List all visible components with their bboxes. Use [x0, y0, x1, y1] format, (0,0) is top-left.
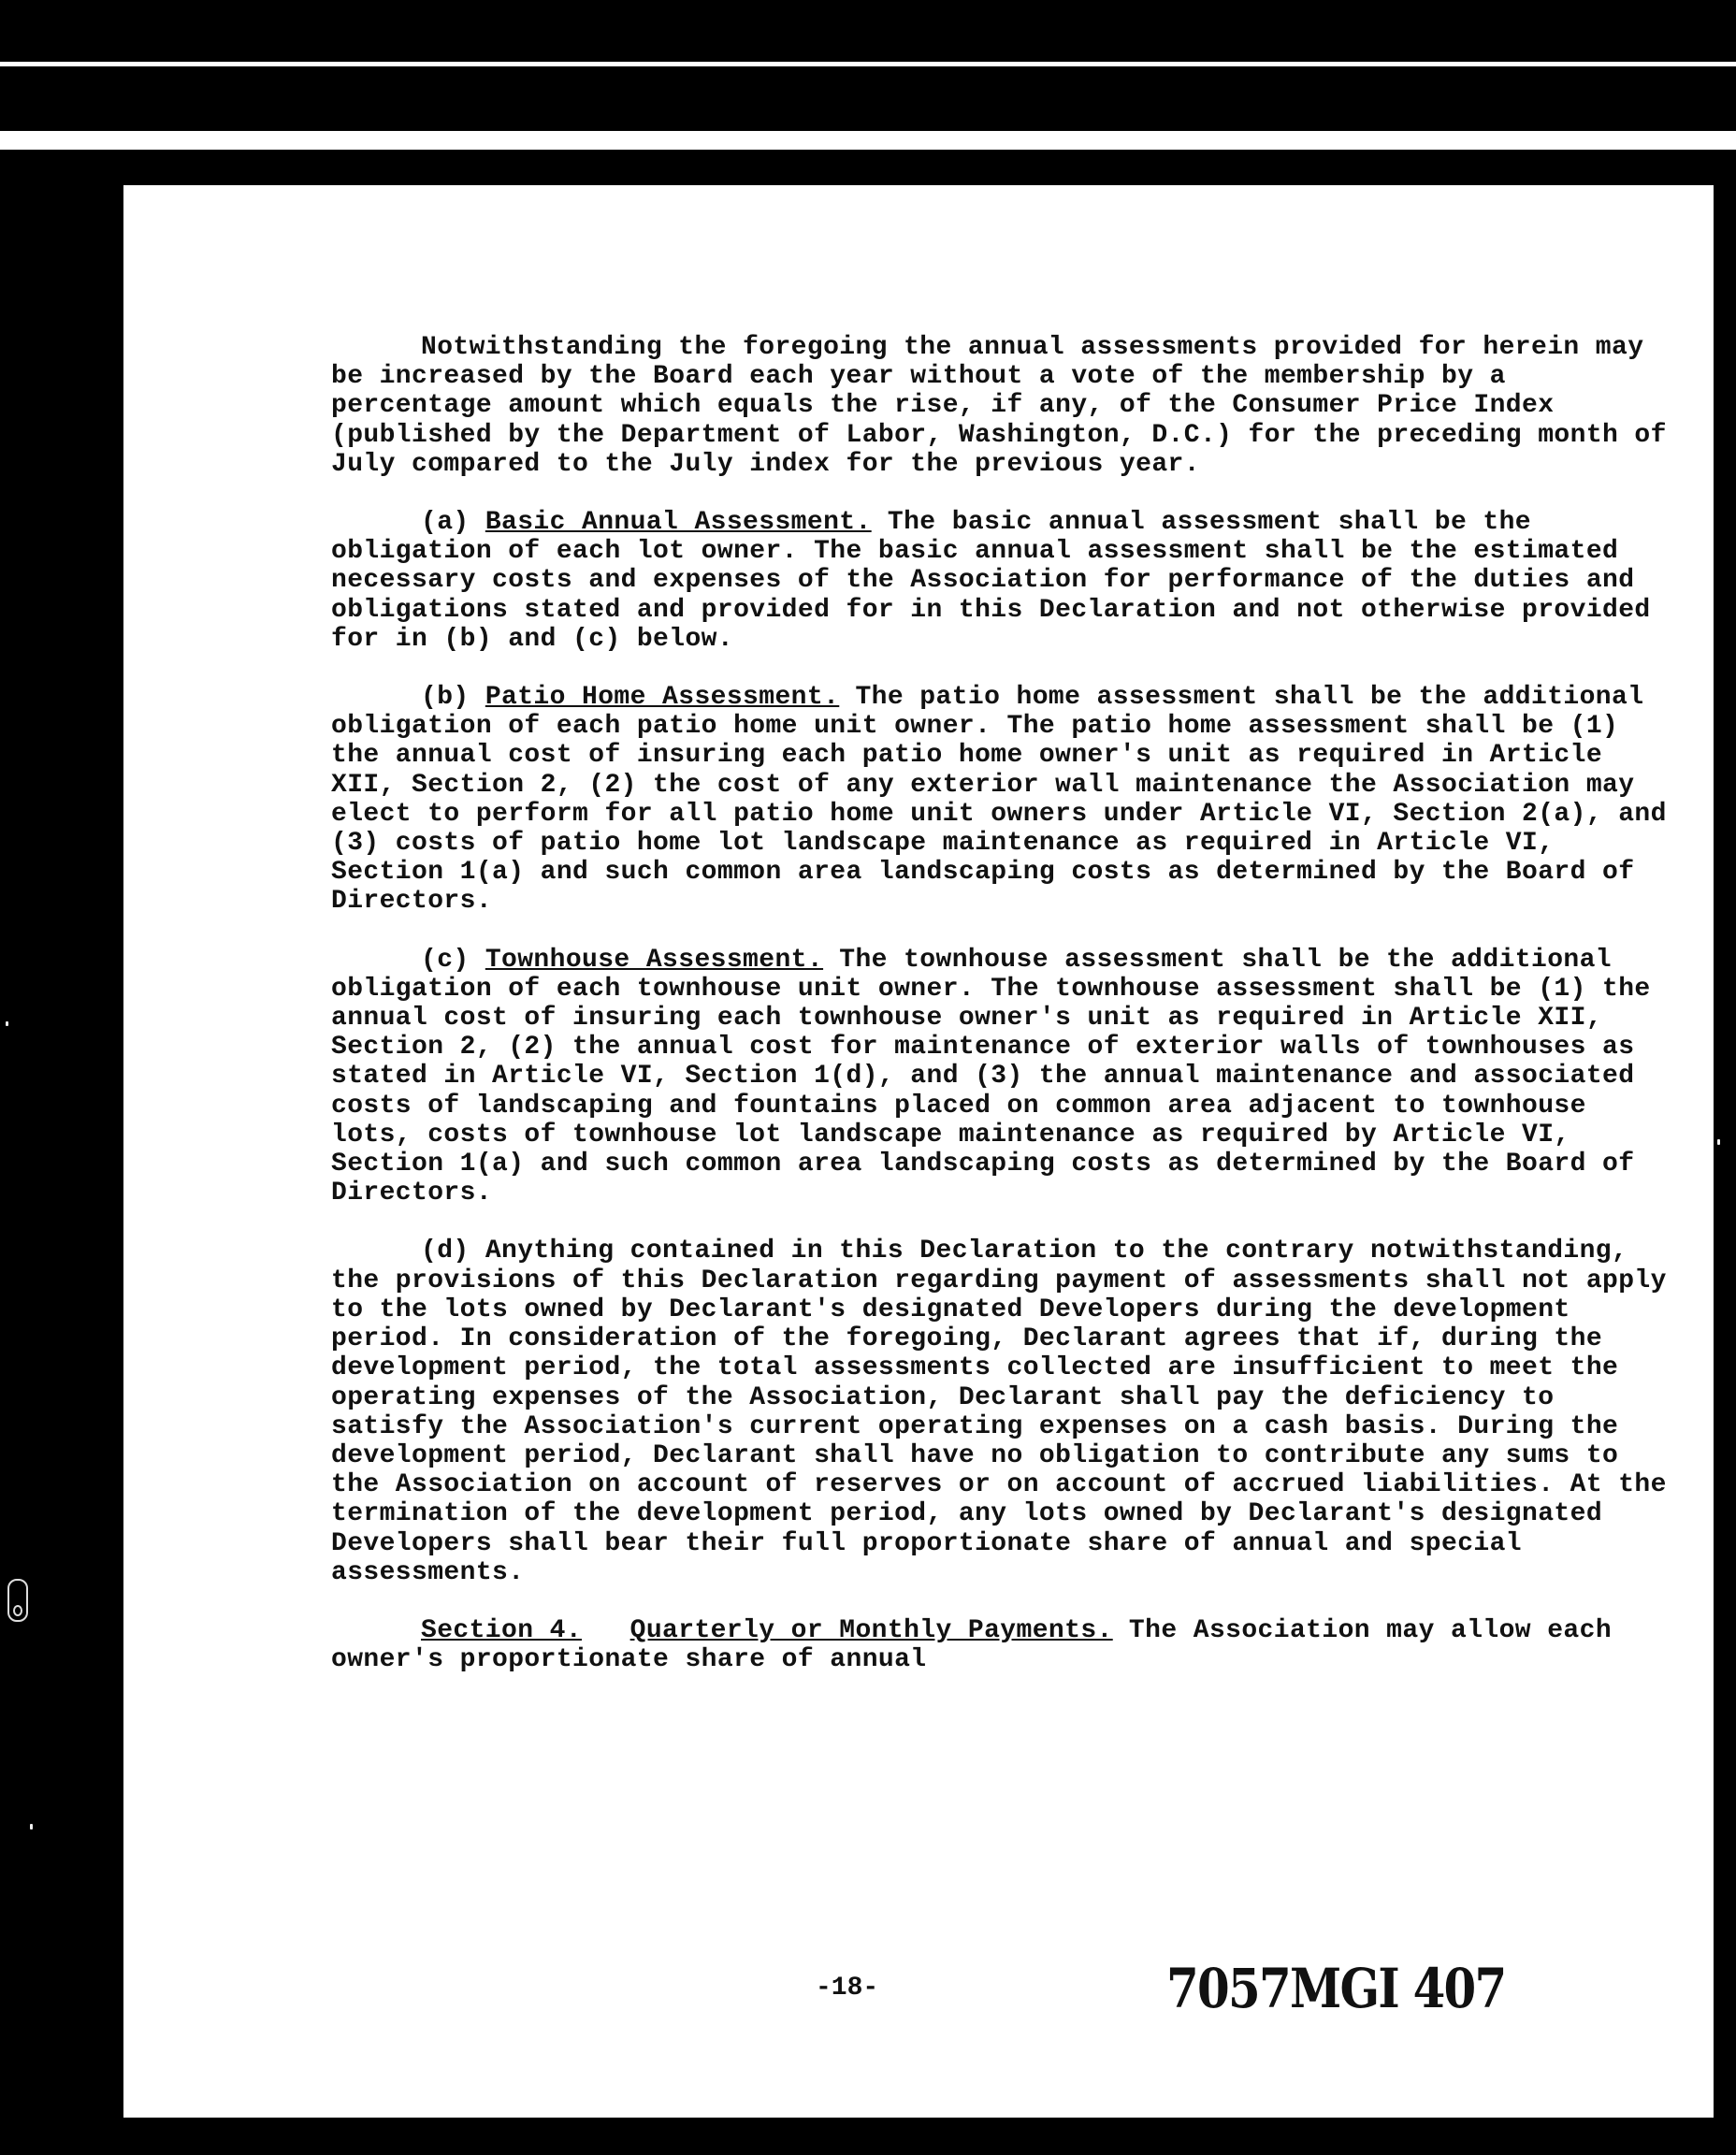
- document-body: [331, 333, 1678, 1703]
- paragraph-developer-exemption: [331, 1237, 1678, 1586]
- paragraph-heading: Basic Annual Assessment.: [485, 508, 872, 538]
- paragraph-text: The patio home assessment shall be the additional obligation of each patio home unit owner. The patio home assessment shall be (1) the annual cost of insuring each patio home owner's unit as required in Article XII, Section 2, (2) the cost of any exterior wall maintenance the Association may elect to perform for all patio home unit owners under Article VI, Section 2(a), and (3) costs of patio home lot landscape maintenance as required in Article VI, Section 1(a) and such common area landscaping costs as determined by the Board of Directors.: [331, 683, 1667, 917]
- page-number: -18-: [816, 1974, 879, 2003]
- document-page: [123, 185, 1714, 2118]
- paragraph-townhouse-assessment: [331, 946, 1678, 1208]
- paragraph-heading: Patio Home Assessment.: [485, 683, 840, 713]
- scan-top-band: [0, 131, 1736, 150]
- section-label: Section 4.: [421, 1615, 583, 1645]
- paragraph-text: The basic annual assessment shall be the obligation of each lot owner. The basic annual assessment shall be the estimated necessary costs and expenses of the Association for performance of the duties and obligations stated and provided for in this Declaration and not otherwise provided for in (b) and (c) below.: [331, 508, 1651, 654]
- scan-speck: [30, 1824, 33, 1830]
- paragraph-text: Anything contained in this Declaration to the contrary notwithstanding, the provisions of this Declaration regarding payment of assessments shall not apply to the lots owned by Declarant's designated Developers during the development period. In consideration of the foregoing, Declarant agrees that if, during the development period, the total assessments collected are insufficient to meet the operating expenses of the Association, Declarant shall pay the deficiency to satisfy the Association's current operating expenses on a cash basis. During the development period, Declarant shall have no obligation to contribute any sums to the Association on account of reserves or on account of accrued liabilities. At the termination of the development period, any lots owned by Declarant's designated Developers shall bear their full proportionate share of annual and special assessments.: [331, 1237, 1667, 1587]
- paragraph-text: The townhouse assessment shall be the additional obligation of each townhouse unit owner. The townhouse assessment shall be (1) the annual cost of insuring each townhouse owner's unit as required in Article XII, Section 2, (2) the annual cost for maintenance of exterior walls of townhouses as stated in Article VI, Section 1(d), and (3) the annual maintenance and associated costs of landscaping and fountains placed on common area adjacent to townhouse lots, costs of townhouse lot landscape maintenance as required by Article VI, Section 1(a) and such common area landscaping costs as determined by the Board of Directors.: [331, 945, 1651, 1208]
- margin-mark-icon: [7, 1579, 28, 1622]
- paragraph-lead: (c): [421, 945, 485, 975]
- paragraph-patio-home-assessment: [331, 683, 1678, 917]
- paragraph-lead: (d): [421, 1237, 485, 1266]
- paragraph-basic-annual-assessment: [331, 508, 1678, 654]
- paragraph-lead: (b): [421, 683, 485, 713]
- paragraph-lead: (a): [421, 508, 485, 538]
- scan-speck: [1717, 1139, 1720, 1145]
- paragraph-text: Notwithstanding the foregoing the annual assessments provided for herein may be increased by the Board each year without a vote of the membership by a percentage amount which equals the rise, if any, of the Consumer Price Index (published by the Department of Labor, Washington, D.C.) for the preceding month of July compared to the July index for the previous year.: [331, 333, 1667, 479]
- recording-stamp: 7057MGI 407: [1166, 1957, 1506, 2020]
- paragraph-heading: Townhouse Assessment.: [485, 945, 824, 975]
- paragraph-intro: [331, 333, 1678, 479]
- scan-top-rule: [0, 62, 1736, 66]
- paragraph-section-4: [331, 1616, 1678, 1674]
- section-text: The Association may allow each owner's proportionate share of annual: [331, 1615, 1613, 1675]
- scan-speck: [6, 1021, 8, 1026]
- section-heading: Quarterly or Monthly Payments.: [629, 1615, 1113, 1645]
